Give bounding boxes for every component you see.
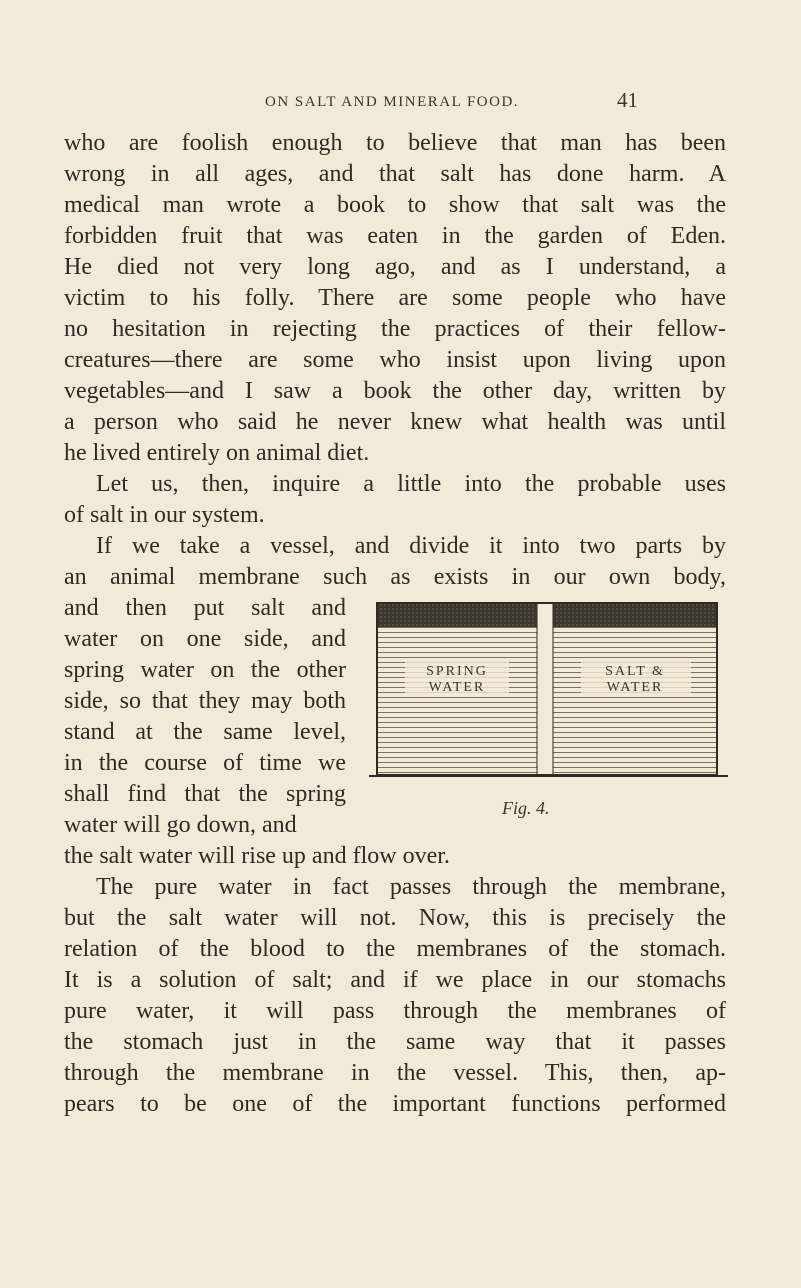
- text-line: a person who said he never knew what health was until: [64, 409, 726, 435]
- text-line: Let us, then, inquire a little into the probable uses: [96, 471, 726, 497]
- text-line: spring water on the other: [64, 657, 346, 683]
- label-water-left: WATER: [428, 680, 486, 695]
- text-line: The pure water in fact passes through the membrane,: [96, 874, 726, 900]
- page-header: [0, 88, 801, 118]
- text-line: side, so that they may both: [64, 688, 346, 714]
- text-line: pure water, it will pass through the membranes of: [64, 998, 726, 1024]
- text-line: creatures—there are some who insist upon living upon: [64, 347, 726, 373]
- text-line: water on one side, and: [64, 626, 346, 652]
- text-line: no hesitation in rejecting the practices of their fellow-: [64, 316, 726, 342]
- membrane-divider: [537, 603, 553, 775]
- label-salt: SALT &: [605, 664, 665, 679]
- text-line: relation of the blood to the membranes of the stomach.: [64, 936, 726, 962]
- running-title: ON SALT AND MINERAL FOOD.: [265, 94, 520, 110]
- text-line: through the membrane in the vessel. This, then, ap-: [64, 1060, 726, 1086]
- text-line: an animal membrane such as exists in our own body,: [64, 564, 726, 590]
- figure-caption: Fig. 4.: [502, 798, 550, 818]
- text-line: the salt water will rise up and flow over.: [64, 843, 450, 869]
- text-line: wrong in all ages, and that salt has done harm. A: [64, 161, 726, 187]
- text-line: shall find that the spring: [64, 781, 346, 807]
- text-line: forbidden fruit that was eaten in the garden of Eden.: [64, 223, 726, 249]
- text-line: he lived entirely on animal diet.: [64, 440, 370, 466]
- text-line: victim to his folly. There are some people who have: [64, 285, 726, 311]
- text-line: If we take a vessel, and divide it into two parts by: [96, 533, 726, 559]
- text-line: vegetables—and I saw a book the other day, written by: [64, 378, 726, 404]
- text-line: and then put salt and: [64, 595, 346, 621]
- text-line: of salt in our system.: [64, 502, 265, 528]
- text-line: He died not very long ago, and as I understand, a: [64, 254, 726, 280]
- text-line: who are foolish enough to believe that man has been: [64, 130, 726, 156]
- text-line: in the course of time we: [64, 750, 346, 776]
- label-water-right: WATER: [606, 680, 664, 695]
- label-spring: SPRING: [426, 664, 488, 679]
- text-line: water will go down, and: [64, 812, 297, 838]
- text-line: medical man wrote a book to show that salt was the: [64, 192, 726, 218]
- text-line: It is a solution of salt; and if we place in our stomachs: [64, 967, 726, 993]
- text-line: stand at the same level,: [64, 719, 346, 745]
- text-line: but the salt water will not. Now, this is precisely the: [64, 905, 726, 931]
- vessel-figure: [367, 595, 729, 785]
- page-number: 41: [617, 88, 638, 112]
- text-line: pears to be one of the important functions performed: [64, 1091, 726, 1117]
- text-line: the stomach just in the same way that it passes: [64, 1029, 726, 1055]
